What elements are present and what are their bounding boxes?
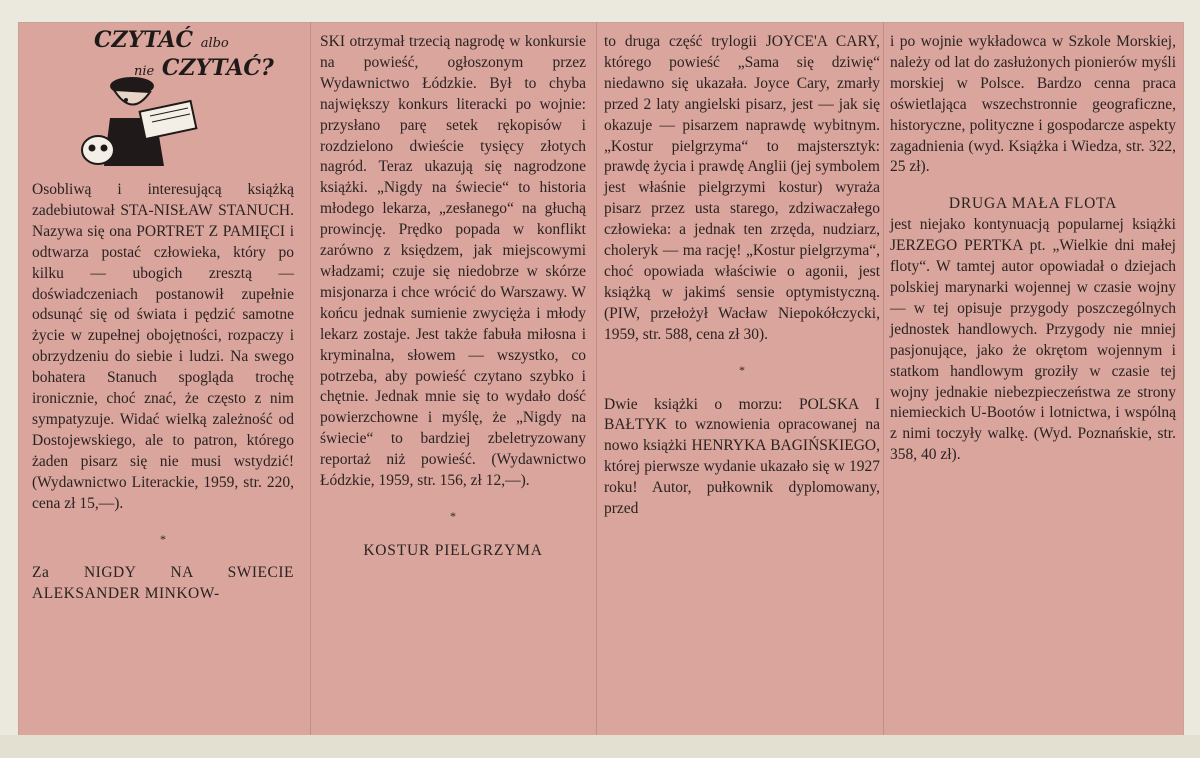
section-separator-star: * <box>739 362 745 377</box>
logo-word-czytac: CZYTAĆ <box>94 27 194 53</box>
column-4 <box>890 32 1176 758</box>
section-separator-star: * <box>160 531 166 546</box>
logo-word-nie: nie <box>134 64 155 79</box>
reader-with-skull-illustration <box>80 70 230 170</box>
column-divider <box>310 22 311 748</box>
review-nigdy-na-swiecie: SKI otrzymał trzecią nagrodę w konkursie na powieść, ogłoszonym przez Wydawnictwo Łódzkie. Był to chyba największy konkurs literacki po wojnie: przysłano parę setek rękopisów i rozdzielono dwieście tysięcy złotych nagród. Teraz ukazują się nagrodzone książki. „Nigdy na świecie“ to historia młodego lekarza, „zesłanego“ na głuchą prowincję. Prędko popada w konflikt zarówno z księdzem, jak miejscowymi władzami; czuje się niedobrze w skórze misjonarza i chce wrócić do Warszawy. W końcu jednak sumienie zwycięża i młody lekarz zostaje. Jest także fabuła miłosna i kryminalna, słowem — wszystko, co potrzeba, aby powieść czytano szybko i chętnie. Jednak mnie się to wydało dość powierzchowne i myślę, że „Nigdy na świecie“ to bardziej zbeletryzowany reportaż niż powieść. (Wydawnictwo Łódzkie, 1959, str. 156, zł 12,—). <box>320 33 586 490</box>
column-1 <box>32 22 294 748</box>
review-polska-i-baltyk-end: i po wojnie wykładowca w Szkole Morskiej, należy od lat do zasłużonych pionierów myśli morskiej w Polsce. Bardzo cenna praca oświetlająca wszechstronnie geograficzne, historyczne, polityczne i gospodarcze aspekty zagadnienia (wyd. Książka i Wiedza, str. 322, 25 zł). <box>890 33 1176 176</box>
column-divider <box>596 22 597 748</box>
column-2 <box>320 32 586 758</box>
logo-word-albo: albo <box>200 36 229 51</box>
newspaper-clipping <box>18 22 1184 748</box>
column-logo <box>42 22 282 174</box>
review-kostur-pielgrzyma: to druga część trylogii JOYCE'A CARY, którego powieść „Sama się dziwię“ niedawno się ukazała. Joyce Cary, zmarły przed 2 laty angielski pisarz, jest — jak się okazuje — pisarzem naprawdę wybitnym. „Kostur pielgrzyma“ to majstersztyk: prawdę życia i prawdę Anglii (jej symbolem jest właśnie pielgrzymi kostur) wyraża pisarz przez usta starego, zdziwaczałego człowieka: a jednak ten zrzęda, nudziarz, choleryk — ma rację! „Kostur pielgrzyma“, choć opowiada właściwie o agonii, jest książką w jakimś sensie optymistyczną. (PIW, przełożył Wacław Niepokółczycki, 1959, str. 588, cena zł 30). <box>604 33 880 343</box>
heading-kostur-pielgrzyma: KOSTUR PIELGRZYMA <box>363 541 543 559</box>
logo-word-czytac-question: CZYTAĆ? <box>161 55 274 81</box>
page-margin <box>0 735 1200 758</box>
review-nigdy-na-swiecie-start: Za NIGDY NA SWIECIE ALEKSANDER MINKOW- <box>32 564 294 603</box>
review-druga-mala-flota: jest niejako kontynuacją popularnej książki JERZEGO PERTKA pt. „Wielkie dni małej floty“. W tamtej autor opowiadał o dziejach polskiej marynarki wojennej w czasie wojny — w tej opisuje przygody poszczególnych jednostek handlowych. Przygody nie mniej pasjonujące, jako że okrętom wojennym i statkom handlowym groziły w czasie tej wojny jednakie niebezpieczeństwa ze strony niemieckich U-Bootów i lotnictwa, i wspólną z nimi toczyły walkę. (Wyd. Poznańskie, str. 358, 40 zł). <box>890 216 1176 464</box>
section-separator-star: * <box>450 508 456 523</box>
heading-druga-mala-flota: DRUGA MAŁA FLOTA <box>948 195 1118 213</box>
review-portret-z-pamieci: Osobliwą i interesującą książką zadebiutował STA-NISŁAW STANUCH. Nazywa się ona PORTRET Z PAMIĘCI i odtwarza postać człowieka, który po kilku — ubogich zresztą — doświadczeniach postanowił zupełnie odsunąć się od świata i pędzić samotne życie w zupełnej obojętności, rozpaczy i obrzydzeniu do siebie i ludzi. Na swego bohatera Stanuch spogląda trochę ironicznie, choć znać, że często z nim sympatyzuje. Widać wielką zależność od Dostojewskiego, ale to patron, którego żaden pisarz się nie musi wstydzić! (Wydawnictwo Literackie, 1959, str. 220, cena zł 15,—). <box>32 181 294 512</box>
review-polska-i-baltyk: Dwie książki o morzu: POLSKA I BAŁTYK to wznowienia opracowanej na nowo książki HENRYKA BAGIŃSKIEGO, której pierwsze wydanie ukazało się w 1927 roku! Autor, pułkownik dyplomowany, przed <box>604 395 880 518</box>
column-divider <box>883 22 884 748</box>
column-3 <box>604 32 880 758</box>
